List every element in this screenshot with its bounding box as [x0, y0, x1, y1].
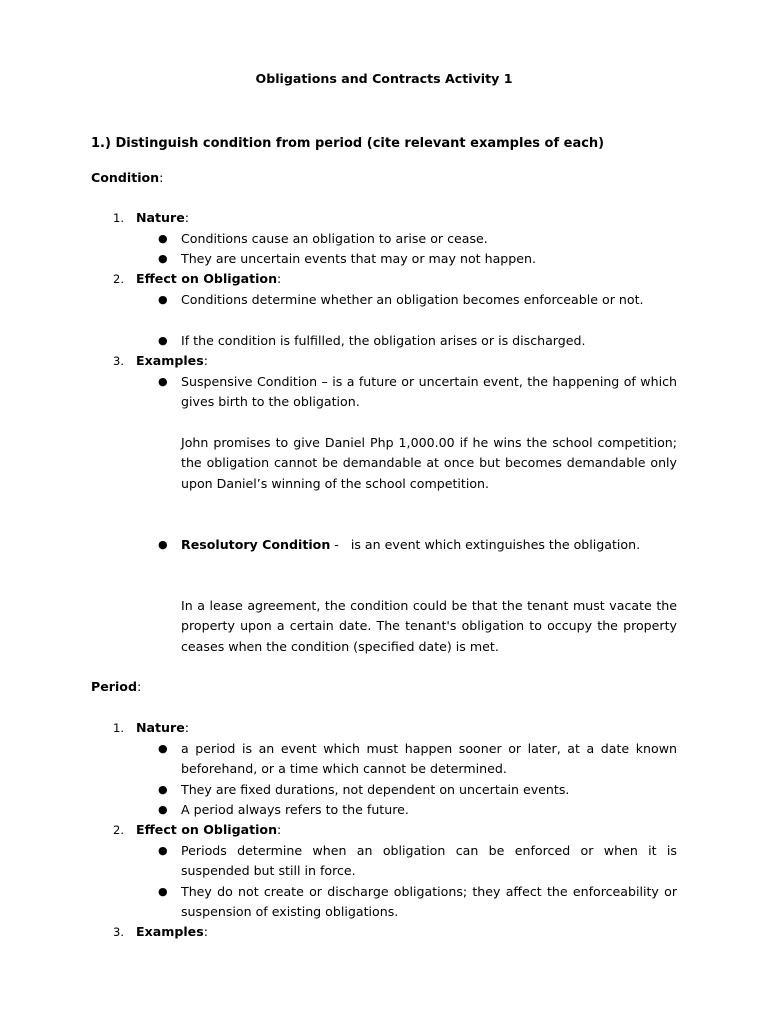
- period-nature-bullet: They are fixed durations, not dependent on uncertain events.: [181, 782, 570, 797]
- period-effect-label: Effect on Obligation:: [136, 822, 282, 837]
- condition-examples-label: Examples:: [136, 353, 208, 368]
- condition-effect-bullet: Conditions determine whether an obligation becomes enforceable or not.: [181, 292, 644, 307]
- bullet-icon: ●: [158, 844, 168, 857]
- period-effect-bullet: They do not create or discharge obligations; they affect the enforceability or suspension of existing obligations.: [181, 884, 677, 920]
- bullet-icon: ●: [158, 803, 168, 816]
- period-heading: Period:: [91, 679, 142, 694]
- bullet-icon: ●: [158, 538, 168, 551]
- bullet-icon: ●: [158, 375, 168, 388]
- period-examples-label: Examples:: [136, 924, 208, 939]
- bullet-icon: ●: [158, 783, 168, 796]
- bullet-icon: ●: [158, 293, 168, 306]
- condition-nature-label: Nature:: [136, 210, 190, 225]
- resolutory-condition-text: Resolutory Condition - is an event which extinguishes the obligation.: [181, 537, 641, 552]
- period-item-number: 1.: [113, 721, 124, 735]
- condition-nature-bullet: Conditions cause an obligation to arise or cease.: [181, 231, 488, 246]
- period-item-number: 3.: [113, 925, 124, 939]
- condition-item-number: 3.: [113, 354, 124, 368]
- condition-item-number: 1.: [113, 211, 124, 225]
- period-nature-label: Nature:: [136, 720, 190, 735]
- suspensive-condition-text: Suspensive Condition – is a future or uncertain event, the happening of which gives birth to the obligation.: [181, 374, 677, 410]
- condition-nature-bullet: They are uncertain events that may or may not happen.: [181, 251, 537, 266]
- bullet-icon: ●: [158, 252, 168, 265]
- condition-effect-label: Effect on Obligation:: [136, 271, 282, 286]
- suspensive-example: John promises to give Daniel Php 1,000.00 if he wins the school competition; the obligation cannot be demandable at once but becomes demandable only upon Daniel’s winning of the school competition.: [181, 435, 677, 491]
- period-effect-bullet: Periods determine when an obligation can be enforced or when it is suspended but still in force.: [181, 843, 677, 879]
- condition-effect-bullet: If the condition is fulfilled, the obligation arises or is discharged.: [181, 333, 586, 348]
- condition-heading: Condition:: [91, 170, 164, 185]
- period-nature-bullet: a period is an event which must happen sooner or later, at a date known beforehand, or a time which cannot be determined.: [181, 741, 677, 777]
- period-item-number: 2.: [113, 823, 124, 837]
- page-title: Obligations and Contracts Activity 1: [255, 71, 513, 86]
- period-nature-bullet: A period always refers to the future.: [181, 802, 409, 817]
- condition-item-number: 2.: [113, 272, 124, 286]
- bullet-icon: ●: [158, 885, 168, 898]
- resolutory-example: In a lease agreement, the condition could be that the tenant must vacate the property upon a certain date. The tenant's obligation to occupy the property ceases when the condition (specified date) is met.: [181, 598, 677, 654]
- question-heading: 1.) Distinguish condition from period (cite relevant examples of each): [91, 136, 605, 151]
- bullet-icon: ●: [158, 334, 168, 347]
- bullet-icon: ●: [158, 742, 168, 755]
- bullet-icon: ●: [158, 232, 168, 245]
